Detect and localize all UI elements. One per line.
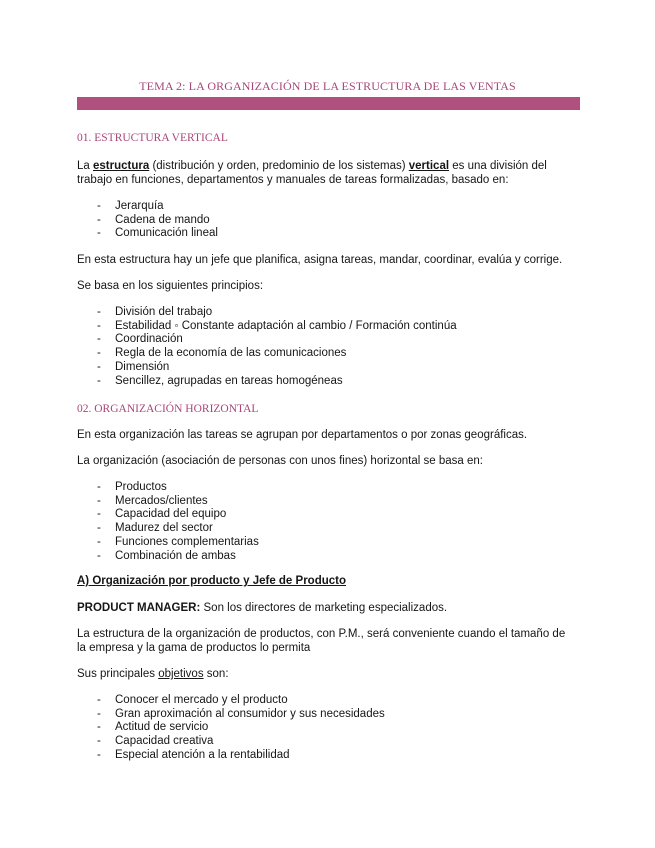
paragraph-horizontal-basis — [77, 455, 483, 469]
text-line: La estructura de la organización de productos, con P.M., será conveniente cuando el tamaño de — [77, 628, 566, 640]
list-item: - Mercados/clientes — [77, 495, 259, 509]
paragraph-vertical-definition — [77, 160, 547, 187]
list-item: - Coordinación — [77, 333, 457, 347]
list-item: - Capacidad creativa — [77, 735, 385, 749]
paragraph-boss — [77, 254, 562, 268]
basis-list-horizontal — [77, 481, 259, 563]
paragraph-product-manager — [77, 602, 447, 616]
text-run: es una división del — [449, 160, 547, 172]
paragraph-grouping — [77, 429, 527, 443]
list-item: - Actitud de servicio — [77, 721, 385, 735]
title-bar — [77, 97, 580, 110]
subsection-heading-product — [77, 575, 346, 589]
list-item: - Cadena de mando — [77, 214, 218, 228]
term-estructura: estructura — [93, 160, 150, 172]
list-item: - Jerarquía — [77, 200, 218, 214]
term-vertical: vertical — [408, 160, 450, 172]
text-line: trabajo en funciones, departamentos y manuales de tareas formalizadas, basado en: — [77, 173, 509, 186]
term-product-manager: PRODUCT MANAGER: — [77, 602, 201, 614]
list-item: - Regla de la economía de las comunicaciones — [77, 347, 457, 361]
list-item: - Gran aproximación al consumidor y sus necesidades — [77, 708, 385, 722]
document-title: TEMA 2: LA ORGANIZACIÓN DE LA ESTRUCTURA DE LAS VENTAS — [139, 79, 516, 93]
objectives-list — [77, 694, 385, 763]
paragraph-principles-intro — [77, 280, 263, 294]
text-run: son: — [203, 668, 229, 680]
list-item: - Funciones complementarias — [77, 536, 259, 550]
list-item: - Estabilidad ◦ Constante adaptación al cambio / Formación continúa — [77, 320, 457, 334]
text-line: la empresa y la gama de productos lo permita — [77, 641, 311, 654]
text-run: (distribución y orden, predominio de los sistemas) — [149, 160, 409, 172]
list-item: - División del trabajo — [77, 306, 457, 320]
list-item: - Comunicación lineal — [77, 227, 218, 241]
term-objetivos: objetivos — [158, 668, 204, 680]
text-run: Son los directores de marketing especializados. — [200, 602, 448, 614]
list-item: - Sencillez, agrupadas en tareas homogéneas — [77, 375, 457, 389]
list-item: - Madurez del sector — [77, 522, 259, 536]
paragraph-objectives-intro — [77, 668, 229, 682]
section-heading-vertical: 01. ESTRUCTURA VERTICAL — [77, 132, 228, 144]
subsection-title: A) Organización por producto y Jefe de Producto — [77, 575, 346, 587]
text-line: Se basa en los siguientes principios: — [77, 280, 264, 292]
list-item: - Capacidad del equipo — [77, 508, 259, 522]
basis-list-vertical — [77, 200, 218, 241]
text-line: La organización (asociación de personas con unos fines) horizontal se basa en: — [77, 455, 483, 467]
text-run: La — [77, 160, 93, 172]
list-item: - Especial atención a la rentabilidad — [77, 749, 385, 763]
list-item: - Combinación de ambas — [77, 550, 259, 564]
list-item: - Dimensión — [77, 361, 457, 375]
list-item: - Conocer el mercado y el producto — [77, 694, 385, 708]
text-line: En esta estructura hay un jefe que planifica, asigna tareas, mandar, coordinar, evalúa y corrige. — [77, 254, 563, 266]
text-run: Sus principales — [77, 668, 159, 680]
section-heading-horizontal: 02. ORGANIZACIÓN HORIZONTAL — [77, 403, 259, 415]
list-item: - Productos — [77, 481, 259, 495]
text-line: En esta organización las tareas se agrupan por departamentos o por zonas geográficas. — [77, 429, 528, 441]
paragraph-structure — [77, 628, 565, 655]
principles-list — [77, 306, 457, 388]
